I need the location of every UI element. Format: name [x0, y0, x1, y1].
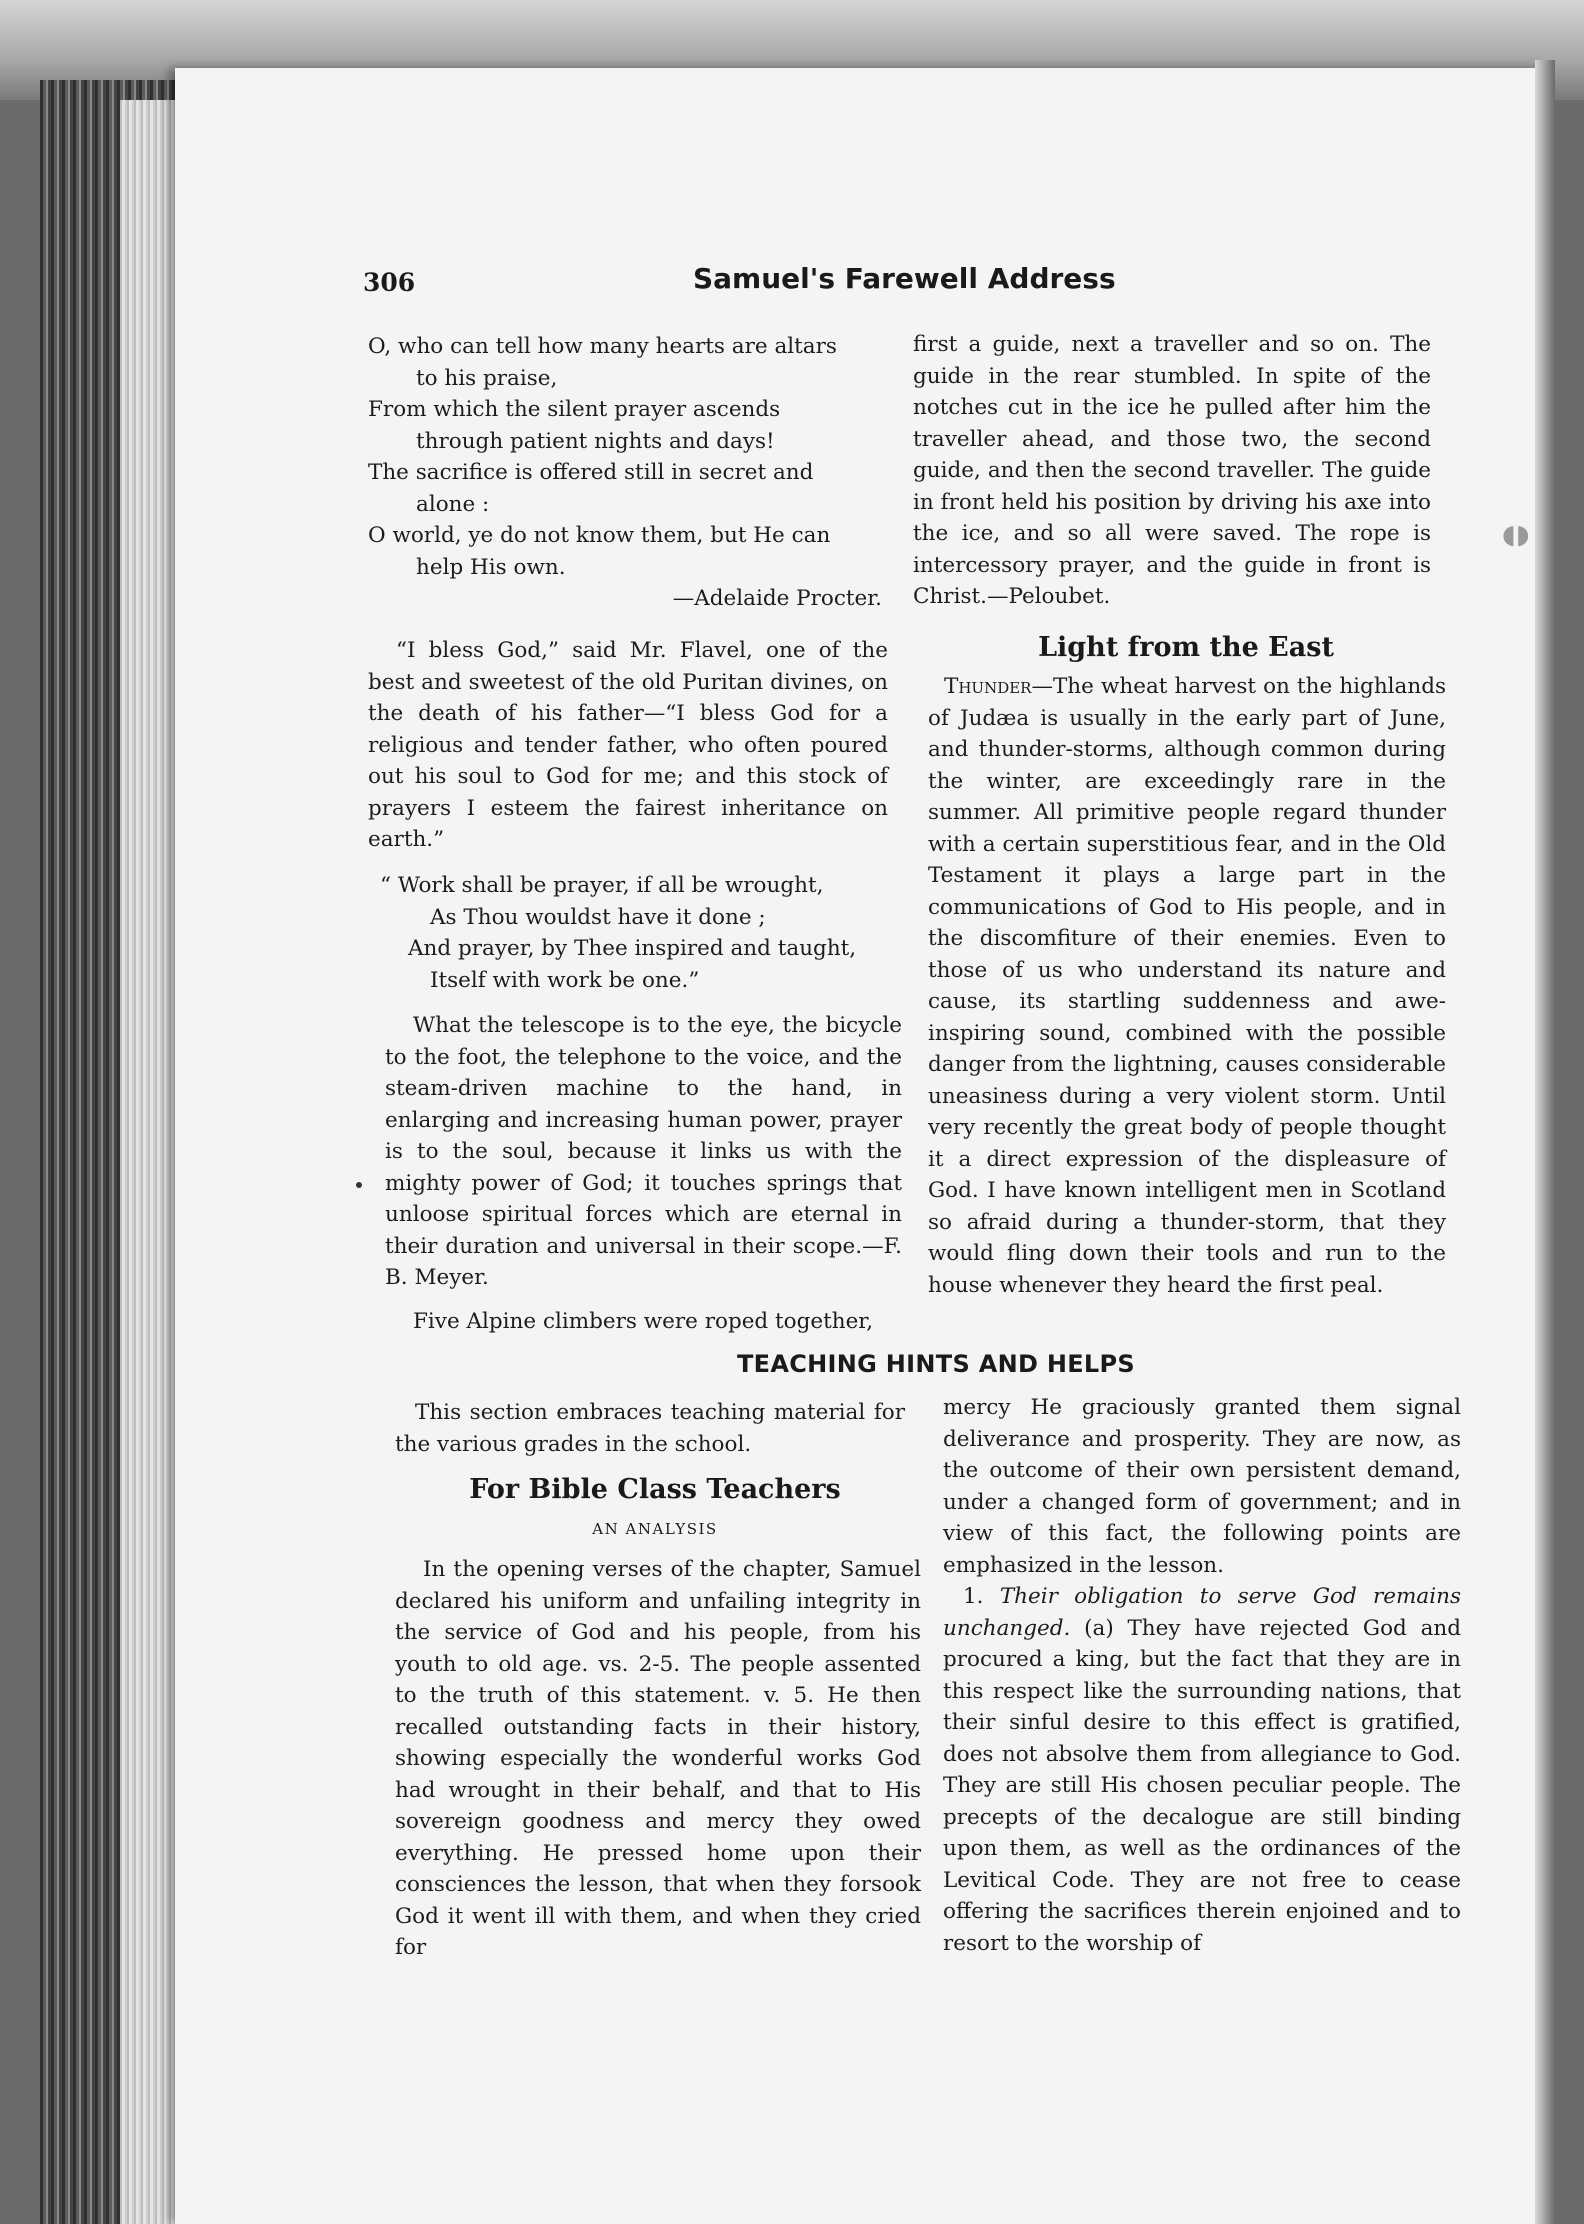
poem-line: through patient nights and days!	[416, 428, 775, 454]
margin-dot	[356, 1182, 362, 1188]
meyer-quote-text: What the telescope is to the eye, the bicycle to the foot, the telephone to the voice, and the steam-driven machine to the hand, in enlarging and increasing human power, prayer is to the soul, because it links us with the mighty power of God; it touches springs that unloose spiritual forces which are eternal in their duration and universal in their scope.—F. B. Meyer.	[385, 1013, 902, 1290]
poem-line: From which the silent prayer ascends	[368, 397, 781, 422]
alpine-paragraph-start	[385, 1306, 902, 1338]
analysis-text: In the opening verses of the chapter, Samuel declared his uniform and unfailing integrity in the service of God and his people, from his youth to old age. vs. 2-5. The people assented to the truth of this statement. v. 5. He then recalled outstanding facts in their history, showing especially the wonderful works God had wrought in their behalf, and that to His sovereign goodness and mercy they owed everything. He pressed home upon their consciences the lesson, that when they forsook God it went ill with them, and when they cried for	[395, 1557, 921, 1960]
bible-class-heading: For Bible Class Teachers	[469, 1474, 841, 1505]
light-from-east-heading: Light from the East	[1038, 632, 1334, 663]
poem-line: The sacrifice is offered still in secret and	[368, 460, 814, 485]
poem-line: to his praise,	[416, 365, 558, 391]
poem-line: O, who can tell how many hearts are altars	[368, 334, 837, 359]
alpine-text-continued: first a guide, next a traveller and so on. The guide in the rear stumbled. In spite of the notches cut in the ice he pulled after him the traveller ahead, and those two, the second guide, and then the second traveller. The guide in front held his position by driving his axe into the ice, and so all were saved. The rope is intercessory prayer, and the guide in front is Christ.—Peloubet.	[913, 332, 1431, 609]
thunder-paragraph	[928, 671, 1446, 1301]
teaching-intro	[395, 1397, 905, 1460]
verse-line: “ Work shall be prayer, if all be wrought,	[380, 873, 824, 898]
page-number: 306	[363, 268, 416, 297]
page-right-edge	[1535, 60, 1555, 2224]
procter-poem	[368, 331, 882, 615]
poem-line: help His own.	[416, 554, 566, 580]
verse-line: Itself with work be one.”	[430, 967, 700, 993]
running-head: Samuel's Farewell Address	[693, 262, 1116, 295]
analysis-paragraph	[395, 1554, 921, 1964]
work-prayer-verse	[380, 870, 900, 996]
thunder-label: Thunder	[944, 674, 1032, 699]
poem-line: O world, ye do not know them, but He can	[368, 523, 831, 548]
point-one-title: Their obligation to serve God remains unchanged.	[943, 1584, 1461, 1641]
teaching-hints-heading: TEACHING HINTS AND HELPS	[736, 1350, 1135, 1378]
poem-attribution: —Adelaide Procter.	[672, 586, 882, 611]
point-one-text: (a) They have rejected God and procured a king, but the fact that they are in this respect like the surrounding nations, that their sinful desire to this effect is gratified, does not absolve them from allegiance to God. They are still His chosen peculiar people. The precepts of the decalogue are still binding upon them, as well as the ordinances of the Levitical Code. They are not free to cease offering the sacrifices therein enjoined and to resort to the worship of	[943, 1615, 1461, 1956]
point-one	[943, 1581, 1461, 1959]
alpine-text-start: Five Alpine climbers were roped together,	[413, 1309, 874, 1334]
thunder-text	[928, 671, 1446, 1301]
point-one-number: 1.	[963, 1584, 984, 1609]
scan-artifact-mark: ◖◗	[1502, 520, 1530, 550]
poem-line: alone :	[416, 491, 490, 517]
analysis-label: AN ANALYSIS	[592, 1520, 718, 1538]
analysis-continued-text: mercy He graciously granted them signal deliverance and prosperity. They are now, as the outcome of their own persistent demand, under a changed form of government; and in view of this fact, the following points are emphasized in the lesson.	[943, 1395, 1461, 1578]
alpine-paragraph-continued	[913, 329, 1431, 613]
verse-line: As Thou wouldst have it done ;	[430, 904, 766, 930]
meyer-quote	[385, 1010, 902, 1294]
thunder-body: —The wheat harvest on the highlands of Judæa is usually in the early part of June, and thunder-storms, although common during the winter, are exceedingly rare in the summer. All primitive people regard thunder with a certain superstitious fear, and in the Old Testament it plays a large part in the communications of God to His people, and in the discomfiture of their enemies. Even to those of us who understand its nature and cause, its startling suddenness and awe-inspiring sound, combined with the possible danger from the lightning, causes considerable uneasiness during a very violent storm. Until very recently the great body of people thought it a direct expression of the displeasure of God. I have known intelligent men in Scotland so afraid during a thunder-storm, that they would fling down their tools and run to the house whenever they heard the first peal.	[928, 674, 1446, 1298]
teaching-intro-text: This section embraces teaching material for the various grades in the school.	[395, 1400, 905, 1457]
verse-line: And prayer, by Thee inspired and taught,	[408, 936, 857, 961]
flavel-quote	[368, 635, 888, 856]
flavel-quote-text: “I bless God,” said Mr. Flavel, one of the best and sweetest of the old Puritan divines, on the death of his father—“I bless God for a religious and tender father, who often poured out his soul to God for me; and this stock of prayers I esteem the fairest inheritance on earth.”	[368, 638, 888, 852]
analysis-continued	[943, 1392, 1461, 1959]
